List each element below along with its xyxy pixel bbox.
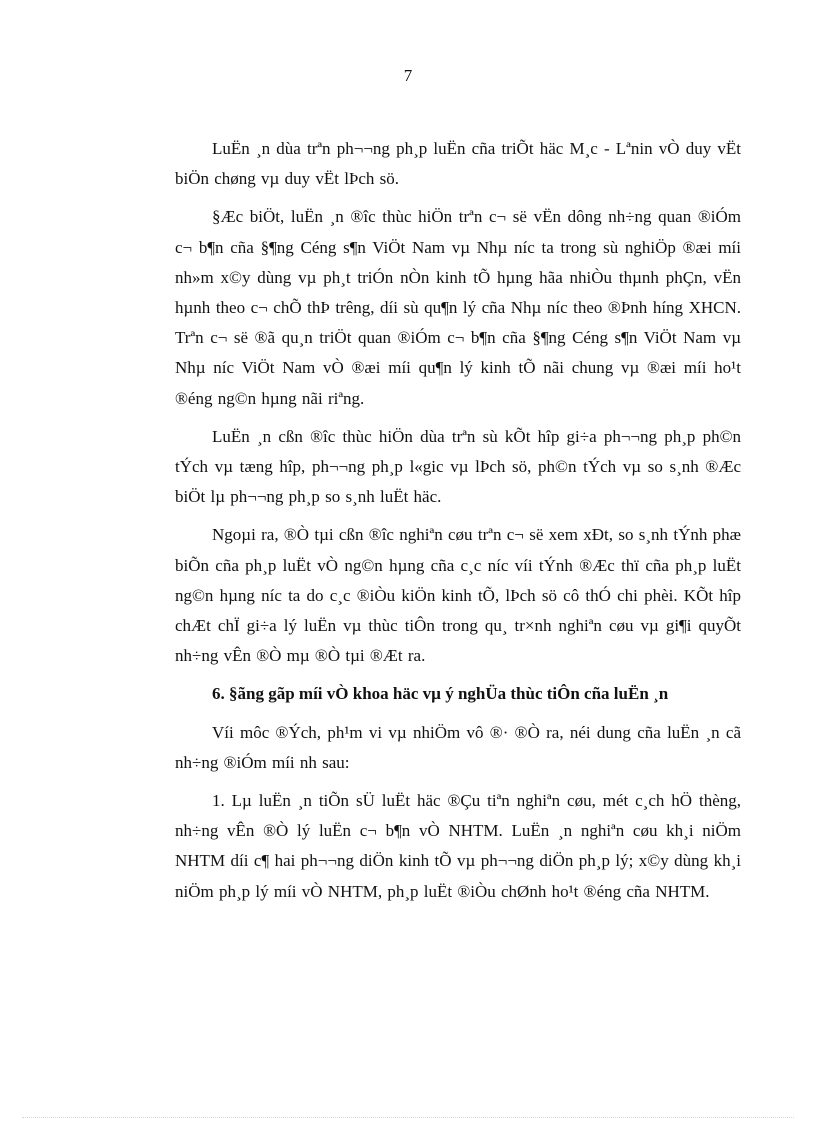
paragraph-comparative-law: Ngoµi ra, ®Ò tµi cßn ®îc nghiªn cøu trªn c¬ së xem xÐt, so s¸nh tÝnh phæ biÕn cña ph¸p luËt vÒ ng©n hµng cña c¸c níc víi tÝnh ®Æc thï cña ph¸p luËt ng©n hµng níc ta do c¸c ®iÒu kiÖn kinh tÕ, lÞch sö cô thÓ chi phèi. KÕt hîp chÆt chÏ gi÷a lý luËn vµ thùc tiÔn trong qu¸ tr×nh nghiªn cøu vµ gi¶i quyÕt nh÷ng vÊn ®Ò mµ ®Ò tµi ®Æt ra. <box>175 525 741 666</box>
paragraph-contribution-1: 1. Lµ luËn ¸n tiÕn sÜ luËt häc ®Çu tiªn nghiªn cøu, mét c¸ch hÖ thèng, nh÷ng vÊn ®Ò lý luËn c¬ b¶n vÒ NHTM. LuËn ¸n nghiªn cøu kh¸i niÖm NHTM díi c¶ hai ph¬¬ng diÖn kinh tÕ vµ ph¬¬ng diÖn ph¸p lý; x©y dùng kh¸i niÖm ph¸p lý míi vÒ NHTM, ph¸p luËt ®iÒu chØnh ho¹t ®éng cña NHTM. <box>175 791 741 901</box>
paragraph-methodology: LuËn ¸n dùa trªn ph¬¬ng ph¸p luËn cña triÕt häc M¸c - Lªnin vÒ duy vËt biÖn chøng vµ duy vËt lÞch sö. <box>175 139 741 189</box>
paragraph-new-contributions-intro: Víi môc ®Ých, ph¹m vi vµ nhiÖm vô ®· ®Ò ra, néi dung cña luËn ¸n cã nh÷ng ®iÓm míi nh sau: <box>175 722 741 772</box>
document-body <box>175 134 741 915</box>
page-number: 7 <box>403 66 413 85</box>
section-heading: 6. §ãng gãp míi vÒ khoa häc vµ ý nghÜa thùc tiÔn cña luËn ¸n <box>212 684 669 704</box>
paragraph-research-methods: LuËn ¸n cßn ®îc thùc hiÖn dùa trªn sù kÕt hîp gi÷a ph¬¬ng ph¸p ph©n tÝch vµ tæng hîp, ph¬¬ng ph¸p l«gic vµ lÞch sö, ph©n tÝch vµ so s¸nh ®Æc biÖt lµ ph¬¬ng ph¸p so s¸nh luËt häc. <box>175 426 741 507</box>
page-bottom-divider <box>22 1117 794 1118</box>
paragraph-party-viewpoints: §Æc biÖt, luËn ¸n ®îc thùc hiÖn trªn c¬ së vËn dông nh÷ng quan ®iÓm c¬ b¶n cña §¶ng Céng s¶n ViÖt Nam vµ Nhµ níc ta trong sù nghiÖp ®æi míi nh»m x©y dùng vµ ph¸t triÓn nÒn kinh tÕ hµng hãa nhiÒu thµnh phÇn, vËn hµnh theo c¬ chÕ thÞ trêng, díi sù qu¶n lý cña Nhµ níc theo ®Þnh híng XHCN. Trªn c¬ së ®ã qu¸n triÖt quan ®iÓm c¬ b¶n cña §¶ng Céng s¶n ViÖt Nam vµ Nhµ níc ViÖt Nam vÒ ®æi míi qu¶n lý kinh tÕ nãi chung vµ ®æi míi ho¹t ®éng ng©n hµng nãi riªng. <box>175 207 741 408</box>
